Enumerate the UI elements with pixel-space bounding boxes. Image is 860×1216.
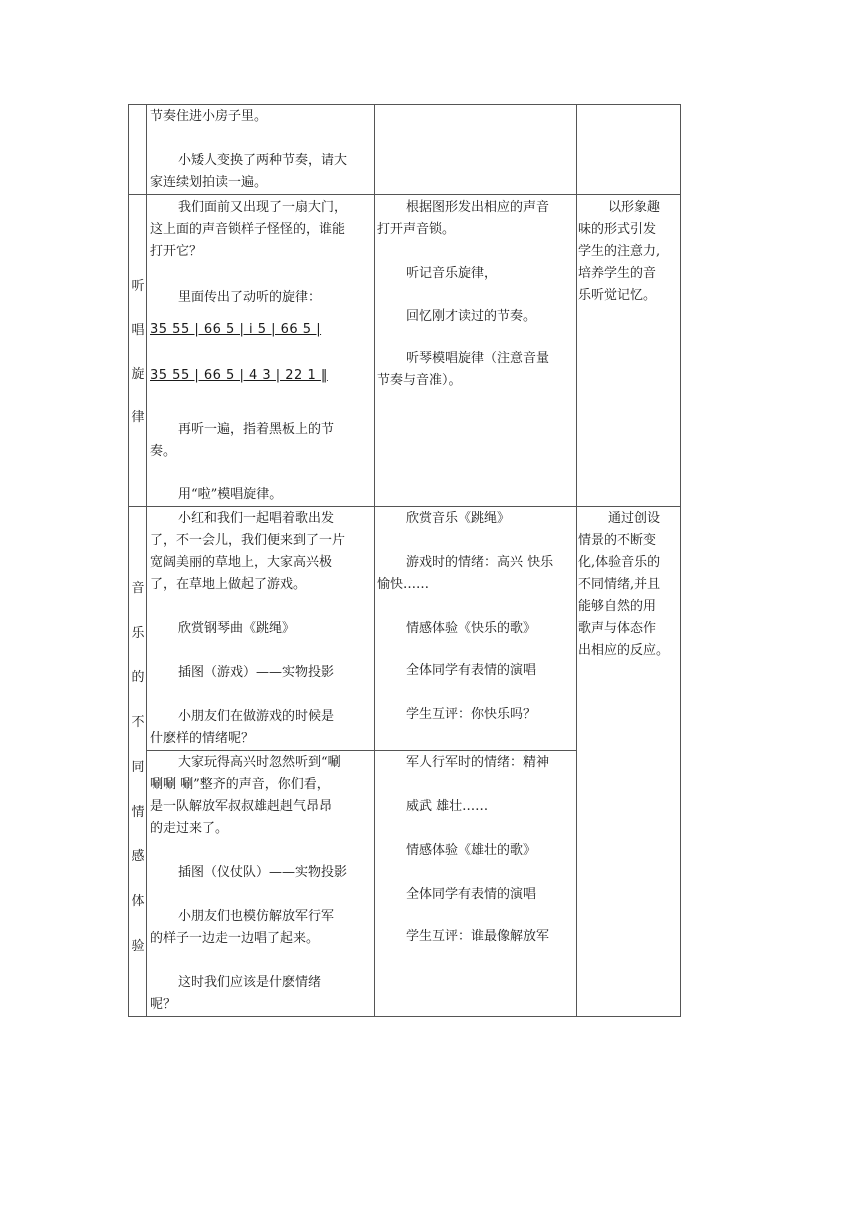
row3-col3a-line5: 全体同学有表情的演唱 [406,663,537,678]
table-divider-1 [146,104,147,1017]
row2-col4-line1: 以形象趣 [608,200,661,215]
row2-col2-line2: 这上面的声音锁样子怪怪的，谁能 [150,222,346,237]
row3-col3a-line6: 学生互评：你快乐吗？ [406,707,537,722]
row2-col3-line5: 听琴模唱旋律（注意音量 [406,351,550,366]
row3-col2a-line7: 小朋友们在做游戏的时候是 [178,709,335,724]
row3-col2a-line5: 欣赏钢琴曲《跳绳》 [178,621,296,636]
row2-col4-line3: 学生的注意力, [578,244,661,259]
row3-label-char: 体 [131,893,145,909]
row3-col4-line3: 化,体验音乐的 [578,555,661,570]
row3-label-char: 不 [131,715,145,731]
row3-label-char: 感 [131,849,145,865]
melody-score-text-1: 35 55 | 66 5 | i 5 | 66 5 | [150,322,322,337]
row2-label-char2: 唱 [131,323,145,338]
row3-col2b-line5: 插图（仪仗队）——实物投影 [178,865,348,880]
row2-col3-line6: 节奏与音准）。 [377,373,462,388]
row3-col2b-line2: 唰唰 唰”整齐的声音，你们看， [150,777,330,792]
row2-label-char4: 律 [131,410,145,425]
subrow-divider [146,750,577,751]
row1-col2-line1: 节奏住进小房子里。 [150,109,268,124]
table-border-top [128,104,681,105]
row1-col2-line3: 家连续划拍读一遍。 [150,175,268,190]
row2-col4-line5: 乐听觉记忆。 [578,288,657,303]
row3-col2b-line3: 是一队解放军叔叔雄赳赳气昂昂 [150,799,333,814]
row2-col4-line4: 培养学生的音 [578,266,657,281]
row3-col2b-line1: 大家玩得高兴时忽然听到“唰 [178,755,341,770]
table-divider-2 [374,104,375,1017]
row2-col4-line2: 味的形式引发 [578,222,657,237]
row3-col2a-line1: 小红和我们一起唱着歌出发 [178,511,335,526]
row3-col2a-line3: 宽阔美丽的草地上，大家高兴极 [150,555,333,570]
row2-col3-line1: 根据图形发出相应的声音 [406,200,550,215]
table-border-left [128,104,129,1017]
row2-col2-line5: 再听一遍，指着黑板上的节 [178,422,335,437]
row3-col2a-line4: 了，在草地上做起了游戏。 [150,577,307,592]
row2-col3-line2: 打开声音锁。 [377,222,456,237]
row3-label-char: 音 [131,581,145,596]
row3-col2b-line9: 呢？ [150,997,177,1012]
row3-col2b-line4: 的走过来了。 [150,821,229,836]
row1-col2-line2: 小矮人变换了两种节奏，请大 [178,153,348,168]
row-divider-1 [128,194,681,195]
row2-col2-line6: 奏。 [150,444,177,459]
row3-col3b-line1: 军人行军时的情绪：精神 [406,755,550,770]
row3-col2a-line2: 了，不一会儿，我们便来到了一片 [150,533,346,548]
row3-label-char: 的 [131,670,145,686]
table-border-bottom [128,1016,681,1017]
table-border-right [680,104,681,1017]
row3-col3b-line4: 全体同学有表情的演唱 [406,887,537,902]
row3-col2b-line7: 的样子一边走一边唱了起来。 [150,931,320,946]
melody-score-text-2: 35 55 | 66 5 | 4 3 | 22 1 ‖ [150,368,328,383]
row3-col4-line7: 出相应的反应。 [578,643,670,658]
table-divider-3 [576,104,577,1017]
row3-col4-line2: 情景的不断变 [578,533,657,548]
row3-label-char: 乐 [131,625,145,641]
row3-col2a-line6: 插图（游戏）——实物投影 [178,665,335,680]
row2-col2-line7: 用“啦”模唱旋律。 [178,487,283,502]
row3-col3b-line2: 威武 雄壮…… [406,799,489,814]
row2-col2-line4: 里面传出了动听的旋律： [178,290,322,305]
row3-label-char: 同 [131,759,145,775]
row3-col4-line6: 歌声与体态作 [578,621,657,636]
row2-label-char1: 听 [131,279,145,294]
row2-col3-line3: 听记音乐旋律， [406,266,498,281]
row-divider-2 [128,506,681,507]
row3-col3b-line3: 情感体验《雄壮的歌》 [406,843,537,858]
melody-score-line2 [150,368,328,383]
row3-col4-line5: 能够自然的用 [578,599,657,614]
row3-col3b-line5: 学生互评：谁最像解放军 [406,929,550,944]
row2-col2-line3: 打开它？ [150,244,203,259]
row3-col3a-line3: 愉快…… [377,577,430,592]
row2-col3-line4: 回忆刚才读过的节奏。 [406,309,537,324]
row3-col2b-line6: 小朋友们也模仿解放军行军 [178,909,335,924]
row3-col3a-line4: 情感体验《快乐的歌》 [406,621,537,636]
row2-col2-line1: 我们面前又出现了一扇大门， [178,200,348,215]
row3-col4-line4: 不同情绪,并且 [578,577,661,592]
row3-col4-line1: 通过创设 [608,511,661,526]
row2-label-char3: 旋 [131,367,145,382]
melody-score-line1 [150,322,321,337]
row3-label-char: 验 [131,938,145,954]
row3-col2a-line8: 什麽样的情绪呢？ [150,731,255,746]
row3-col3a-line2: 游戏时的情绪：高兴 快乐 [406,555,554,570]
row3-col2b-line8: 这时我们应该是什麽情绪 [178,975,322,990]
row3-label-char: 情 [131,804,145,820]
row3-col3a-line1: 欣赏音乐《跳绳》 [406,511,511,526]
